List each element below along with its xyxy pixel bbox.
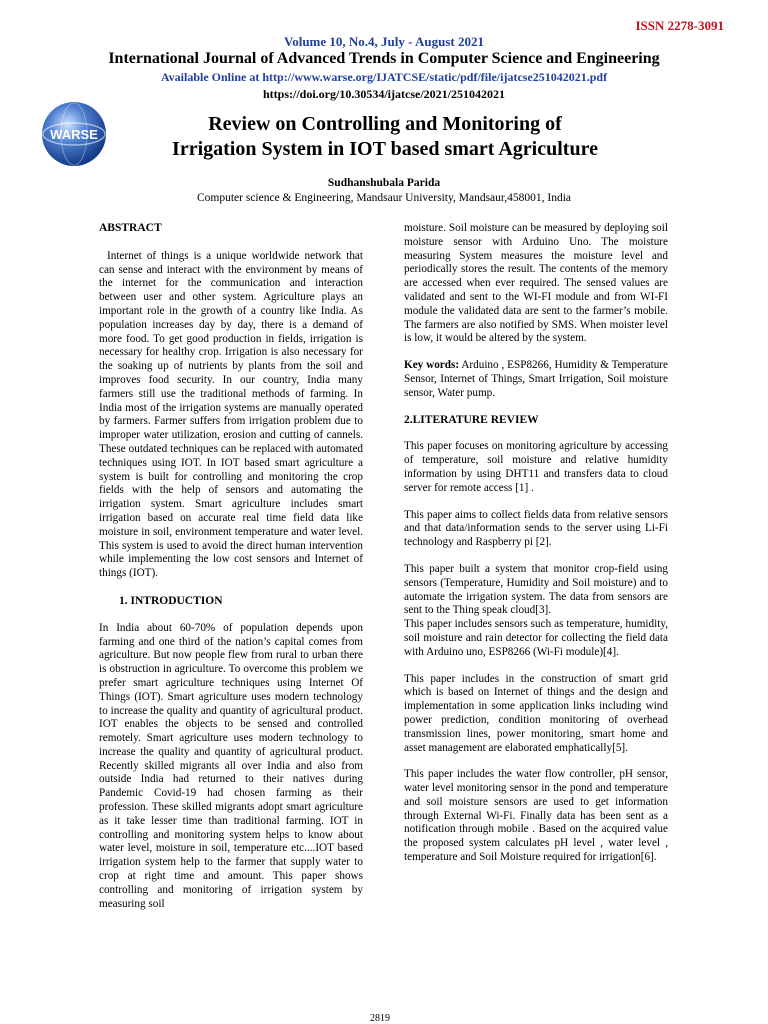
abstract-text: Internet of things is a unique worldwide network that can sense and interact with the environment by means of the internet for the communication and interaction between user and other system. Agriculture plays an important role in the growth of a country like India. As population increases day by day, there is a demand of more food. To get good production in fields, irrigation is necessary for healthy crop. Irrigation is also necessary for the soaking up of nutrients by plants from the soil and improves food security. In our country, India many farmers still use the traditional methods of farming. In India most of the irrigation systems are manually operated by farmers. Farmer suffers from irrigation problem due to improper water utilization, erosion and cutting of cannels. These outdated techniques can be replaced with automated techniques using IOT. In IOT based smart agriculture a system is built for controlling and monitoring the crop fields with the help of sensors and automating the irrigation system. Smart agriculture includes smart irrigation based on accurate real time field data like moisture in soil, environment temperature and water level. This system is used to avoid the direct human intervention while implementing the low cost sensors and Internet of things (IOT). — [99, 249, 363, 580]
journal-title: International Journal of Advanced Trends in Computer Science and Engineering — [108, 50, 660, 67]
title-line-2: Irrigation System in IOT based smart Agriculture — [172, 138, 598, 160]
keywords-list: Arduino , ESP8266, Humidity & Temperature Sensor, Internet of Things, Smart Irrigation, Soil moisture sensor, Water pump. — [404, 359, 668, 399]
right-column — [404, 222, 668, 865]
abstract-continued-text: moisture. Soil moisture can be measured by deploying soil moisture sensor with Arduino Uno. The moisture measuring System measures the moisture level and periodically stores the result. The contents of the memory are accessed when ever required. The sensed values are validated and sent to the WI-FI module and from WI-FI module the validated data are sent to the farmer’s mobile. The farmers are also notified by SMS. When moister level is low, it would be altered by the system. — [404, 222, 668, 345]
introduction-heading: 1. INTRODUCTION — [119, 594, 223, 607]
page-number: 2819 — [370, 1013, 390, 1024]
left-column — [99, 222, 363, 911]
literature-paragraph: This paper includes in the construction of smart grid which is based on Internet of things and the design and implementation in some application links including wind power prediction, condition monitoring of overhead transmission lines, power monitoring, smart home and asset management are elaborated emphatically[5]. — [404, 672, 668, 754]
available-online-link[interactable]: Available Online at http://www.warse.org/IJATCSE/static/pdf/file/ijatcse251042021.pdf — [160, 70, 608, 84]
author-affiliation: Computer science & Engineering, Mandsaur University, Mandsaur,458001, India — [196, 192, 572, 204]
literature-review-heading: 2.LITERATURE REVIEW — [404, 413, 539, 426]
paper-title — [120, 112, 650, 162]
title-line-1: Review on Controlling and Monitoring of — [208, 113, 562, 135]
abstract-heading: ABSTRACT — [99, 222, 162, 234]
doi-link[interactable]: https://doi.org/10.30534/ijatcse/2021/251042021 — [263, 87, 505, 101]
literature-paragraph: This paper includes the water flow controller, pH sensor, water level monitoring sensor in the pond and temperature and soil moisture sensors are used to get information through External Wi-Fi. Finally data has been sent as a notification through mobile . Based on the acquired value the proposed system calculates pH level , water level , temperature and Soil Moisture required for irrigation[6]. — [404, 768, 668, 864]
author-name: Sudhanshubala Parida — [327, 177, 441, 189]
issn-label: ISSN 2278-3091 — [635, 18, 724, 33]
keywords — [404, 359, 668, 400]
literature-paragraph: This paper includes sensors such as temperature, humidity, soil moisture and rain detector for collecting the field data with Arduino uno, ESP8266 (Wi-Fi module)[4]. — [404, 618, 668, 658]
literature-paragraph: This paper focuses on monitoring agriculture by accessing of temperature, soil moisture and relative humidity information by using DHT11 and transfers data to cloud server for remote access [1] . — [404, 440, 668, 494]
svg-text:WARSE: WARSE — [50, 127, 98, 142]
keywords-label: Key words: — [404, 359, 460, 372]
warse-logo — [40, 100, 108, 168]
introduction-text: In India about 60-70% of population depends upon farming and one third of the nation’s capital comes from agriculture. But now people flew from rural to urban there is obstruction in agriculture. To overcome this problem we prefer smart agriculture techniques using Internet Of Things (IOT). Smart agriculture uses modern technology to increase the quality and quantity of agricultural product. IOT enables the objects to be sensed and controlled remotely. Smart agriculture uses modern technology to increase the quality and quantity of agricultural product. Recently skilled migrants all over India and also from outside India had returned to their natives during Pandemic Covid-19 had chosen farming as their profession. These skilled migrants adopt smart agriculture as it take lesser time than traditional farming. IOT in controlling and monitoring system helps to know about water level, moisture in soil, temperature etc....IOT based irrigation system help to the farmer that supply water to crop at right time and amount. This paper shows controlling and monitoring of irrigation system by measuring soil — [99, 621, 363, 910]
literature-paragraph: This paper built a system that monitor crop-field using sensors (Temperature, Humidity and Soil moisture) and to automate the irrigation system. The data from sensors are sent to the Thing speak cloud[3]. — [404, 562, 668, 617]
volume-line: Volume 10, No.4, July - August 2021 — [284, 34, 484, 49]
literature-paragraph: This paper aims to collect fields data from relative sensors and that data/information sends to the server using Li-Fi technology and Raspberry pi [2]. — [404, 508, 668, 549]
